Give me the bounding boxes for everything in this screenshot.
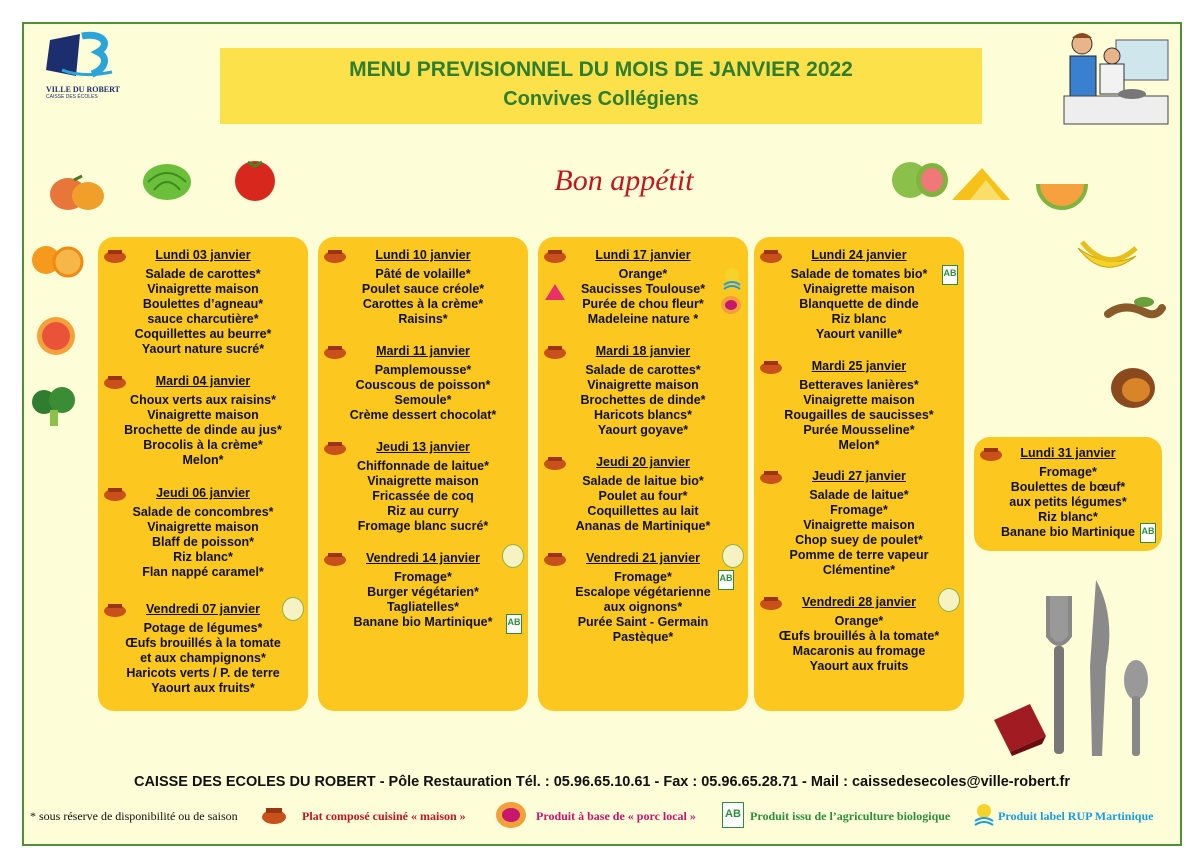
menu-item: Banane bio Martinique <box>1000 525 1136 539</box>
day-title: Vendredi 28 janvier <box>802 595 916 609</box>
menu-item: et aux champignons* <box>140 651 266 665</box>
menu-item: Yaourt nature sucré* <box>141 342 265 356</box>
rup-label-icon <box>722 267 742 293</box>
day-title: Jeudi 27 janvier <box>812 469 906 483</box>
menu-item: Riz au curry <box>387 504 459 518</box>
menu-item: Clémentine* <box>822 563 896 577</box>
menu-item: Blanquette de dinde <box>799 297 919 311</box>
logo-name: VILLE DU ROBERT <box>46 85 120 94</box>
day-block <box>538 245 748 327</box>
tamarind-icon <box>1104 294 1166 334</box>
menu-item: Raisins* <box>398 312 448 326</box>
menu-item: Riz blanc <box>831 312 887 326</box>
day-title: Jeudi 20 janvier <box>596 455 690 469</box>
menu-item: Riz blanc* <box>1038 510 1098 524</box>
tomato-icon <box>230 156 280 202</box>
menu-item: Salade de laitue* <box>809 488 909 502</box>
bio-badge-icon: AB <box>1140 523 1156 543</box>
menu-item: Escalope végétarienne <box>575 585 711 599</box>
legend-bio-icon: AB <box>722 802 744 828</box>
menu-item: Fromage blanc sucré* <box>357 519 489 533</box>
day-title: Lundi 10 janvier <box>375 248 471 262</box>
menu-item: Salade de carottes* <box>585 363 701 377</box>
menu-item: Vinaigrette maison <box>803 518 915 532</box>
menu-item: Banane bio Martinique* <box>353 615 493 629</box>
menu-item: Œufs brouillés à la tomate* <box>778 629 940 643</box>
menu-item: Fromage* <box>394 570 452 584</box>
page-title: MENU PREVISIONNEL DU MOIS DE JANVIER 2022 <box>349 58 853 81</box>
sapodilla-icon <box>1106 362 1160 412</box>
menu-item: Yaourt vanille* <box>815 327 903 341</box>
bon-appetit-greeting: Bon appétit <box>554 164 694 197</box>
bio-badge-icon: AB <box>506 614 522 634</box>
menu-item: Ananas de Martinique* <box>575 519 711 533</box>
menu-item: Purée Saint - Germain <box>577 615 709 629</box>
day-block <box>318 437 528 534</box>
menu-item: Rougailles de saucisses* <box>784 408 934 422</box>
day-title: Mardi 25 janvier <box>811 359 907 373</box>
day-block <box>754 592 964 674</box>
menu-item: Pastèque* <box>612 630 674 644</box>
homemade-pot-icon <box>758 359 784 375</box>
day-block <box>318 341 528 423</box>
menu-item: Burger végétarien* <box>367 585 479 599</box>
legend-pot-icon <box>260 804 288 826</box>
ville-du-robert-logo <box>32 30 122 100</box>
menu-item: Carottes à la crème* <box>362 297 484 311</box>
menu-item: Fricassée de coq <box>372 489 474 503</box>
cutlery-icon <box>1040 576 1152 760</box>
menu-card-last-day <box>974 437 1162 551</box>
local-pork-triangle-icon <box>544 283 566 301</box>
menu-item: Melon* <box>838 438 880 452</box>
day-title: Lundi 17 janvier <box>595 248 691 262</box>
menu-item: Potage de légumes* <box>143 621 263 635</box>
day-block <box>318 245 528 327</box>
menu-column-week-4 <box>754 237 964 711</box>
homemade-pot-icon <box>758 469 784 485</box>
menu-item: aux oignons* <box>603 600 683 614</box>
menu-item: Coquillettes au lait <box>587 504 699 518</box>
menu-item: sauce charcutière* <box>147 312 259 326</box>
legend-organic: Produit issu de l’agriculture biologique <box>750 809 951 823</box>
day-title: Vendredi 21 janvier <box>586 551 700 565</box>
orange-icon <box>28 240 88 280</box>
broccoli-icon <box>28 386 84 428</box>
logo-flag-icon <box>32 30 122 80</box>
availability-note: * sous réserve de disponibilité ou de saison <box>30 809 238 823</box>
day-block <box>98 483 308 580</box>
day-block <box>98 371 308 468</box>
guava-icon <box>888 156 952 202</box>
menu-item: Vinaigrette maison <box>803 282 915 296</box>
homemade-pot-icon <box>102 602 128 618</box>
legend-rup-icon <box>972 802 996 828</box>
menu-item: Couscous de poisson* <box>355 378 491 392</box>
menu-item: Purée Mousseline* <box>803 423 915 437</box>
menu-item: Coquillettes au beurre* <box>134 327 272 341</box>
menu-item: Haricots verts / P. de terre <box>126 666 280 680</box>
menu-item: aux petits légumes* <box>1009 495 1127 509</box>
menu-item: Salade de tomates bio* <box>790 267 928 281</box>
day-title: Vendredi 07 janvier <box>146 602 260 616</box>
day-block <box>318 548 528 630</box>
menu-item: Madeleine nature * <box>587 312 699 326</box>
menu-item: Vinaigrette maison <box>147 282 259 296</box>
menu-item: Choux verts aux raisins* <box>130 393 276 407</box>
peach-icon <box>44 174 114 214</box>
contact-footer: CAISSE DES ECOLES DU ROBERT - Pôle Restauration Tél. : 05.96.65.10.61 - Fax : 05.96.65.28.71 - Mail : caissedesecoles@ville-robert.fr <box>133 774 1071 790</box>
melon-icon <box>1034 174 1090 224</box>
day-title: Mardi 04 janvier <box>155 374 251 388</box>
menu-item: Blaff de poisson* <box>151 535 255 549</box>
homemade-pot-icon <box>102 486 128 502</box>
menu-item: Fromage* <box>614 570 672 584</box>
day-block <box>98 599 308 696</box>
day-block <box>98 245 308 357</box>
bio-badge-icon: AB <box>718 570 734 590</box>
homemade-pot-icon <box>542 344 568 360</box>
menu-item: Pamplemousse* <box>374 363 472 377</box>
day-title: Vendredi 14 janvier <box>366 551 480 565</box>
legend-porc-local-icon <box>494 800 528 830</box>
cooks-illustration-icon <box>1060 30 1172 126</box>
legend-rup: Produit label RUP Martinique <box>998 809 1154 823</box>
legend-local-pork: Produit à base de « porc local » <box>536 809 696 823</box>
day-title: Lundi 24 janvier <box>811 248 907 262</box>
menu-item: Boulettes d’agneau* <box>142 297 264 311</box>
napkin-icon <box>990 700 1050 756</box>
menu-item: Betteraves lanières* <box>799 378 919 392</box>
homemade-pot-icon <box>542 248 568 264</box>
homemade-pot-icon <box>322 440 348 456</box>
menu-item: Pomme de terre vapeur <box>789 548 929 562</box>
menu-item: Poulet sauce créole* <box>361 282 485 296</box>
menu-item: Pâté de volaille* <box>375 267 471 281</box>
logo-subtitle: CAISSE DES ÉCOLES <box>46 94 98 100</box>
menu-column-week-2 <box>318 237 528 711</box>
day-title: Jeudi 06 janvier <box>156 486 250 500</box>
homemade-pot-icon <box>758 248 784 264</box>
menu-item: Semoule* <box>394 393 452 407</box>
menu-item: Crème dessert chocolat* <box>349 408 497 422</box>
menu-item: Chop suey de poulet* <box>795 533 923 547</box>
pineapple-icon <box>946 160 1016 204</box>
page-subtitle: Convives Collégiens <box>503 88 699 110</box>
day-block <box>754 356 964 453</box>
day-block <box>538 341 748 438</box>
day-title: Lundi 03 janvier <box>155 248 251 262</box>
homemade-pot-icon <box>542 551 568 567</box>
menu-column-week-1 <box>98 237 308 711</box>
menu-item: Brochette de dinde au jus* <box>124 423 282 437</box>
menu-item: Vinaigrette maison <box>367 474 479 488</box>
menu-item: Yaourt goyave* <box>597 423 689 437</box>
vegetarian-leaf-icon <box>502 544 524 568</box>
menu-item: Salade de concombres* <box>132 505 274 519</box>
title-box <box>220 48 982 124</box>
homemade-pot-icon <box>542 455 568 471</box>
menu-item: Vinaigrette maison <box>147 408 259 422</box>
day-block <box>538 548 748 645</box>
menu-item: Poulet au four* <box>598 489 688 503</box>
vegetarian-leaf-icon <box>722 544 744 568</box>
menu-item: Yaourt aux fruits <box>809 659 909 673</box>
lettuce-icon <box>140 160 194 202</box>
vegetarian-leaf-icon <box>938 588 960 612</box>
banana-icon <box>1074 238 1140 280</box>
day-block <box>974 443 1162 540</box>
menu-item: Saucisses Toulouse* <box>580 282 706 296</box>
homemade-pot-icon <box>322 344 348 360</box>
homemade-pot-icon <box>102 248 128 264</box>
menu-item: Salade de carottes* <box>145 267 261 281</box>
vegetarian-leaf-icon <box>282 597 304 621</box>
menu-item: Salade de laitue bio* <box>582 474 704 488</box>
menu-item: Yaourt aux fruits* <box>151 681 255 695</box>
legend-homemade: Plat composé cuisiné « maison » <box>302 809 466 823</box>
homemade-pot-icon <box>978 446 1004 462</box>
menu-item: Melon* <box>182 453 224 467</box>
menu-column-week-3 <box>538 237 748 711</box>
bio-badge-icon: AB <box>942 265 958 285</box>
menu-item: Brochettes de dinde* <box>580 393 706 407</box>
menu-item: Vinaigrette maison <box>587 378 699 392</box>
day-title: Mardi 18 janvier <box>595 344 691 358</box>
menu-page <box>22 22 1182 846</box>
day-title: Mardi 11 janvier <box>376 344 470 358</box>
menu-item: Fromage* <box>1039 465 1097 479</box>
menu-item: Purée de chou fleur* <box>582 297 704 311</box>
menu-item: Riz blanc* <box>173 550 233 564</box>
menu-item: Brocolis à la crème* <box>143 438 263 452</box>
menu-item: Tagliatelles* <box>386 600 460 614</box>
day-block <box>538 452 748 534</box>
menu-item: Orange* <box>618 267 668 281</box>
menu-item: Macaronis au fromage <box>792 644 926 658</box>
menu-item: Vinaigrette maison <box>147 520 259 534</box>
day-block <box>754 466 964 578</box>
day-block <box>754 245 964 342</box>
menu-item: Fromage* <box>830 503 888 517</box>
homemade-pot-icon <box>322 248 348 264</box>
porc-local-logo-icon <box>720 295 742 315</box>
day-title: Jeudi 13 janvier <box>376 440 470 454</box>
menu-item: Œufs brouillés à la tomate <box>125 636 281 650</box>
menu-item: Haricots blancs* <box>594 408 692 422</box>
grapefruit-icon <box>30 314 82 356</box>
day-title: Lundi 31 janvier <box>1020 446 1116 460</box>
menu-item: Orange* <box>834 614 884 628</box>
homemade-pot-icon <box>758 595 784 611</box>
homemade-pot-icon <box>102 374 128 390</box>
menu-item: Vinaigrette maison <box>803 393 915 407</box>
menu-item: Chiffonnade de laitue* <box>357 459 489 473</box>
menu-item: Flan nappé caramel* <box>142 565 264 579</box>
homemade-pot-icon <box>322 551 348 567</box>
menu-item: Boulettes de bœuf* <box>1010 480 1126 494</box>
